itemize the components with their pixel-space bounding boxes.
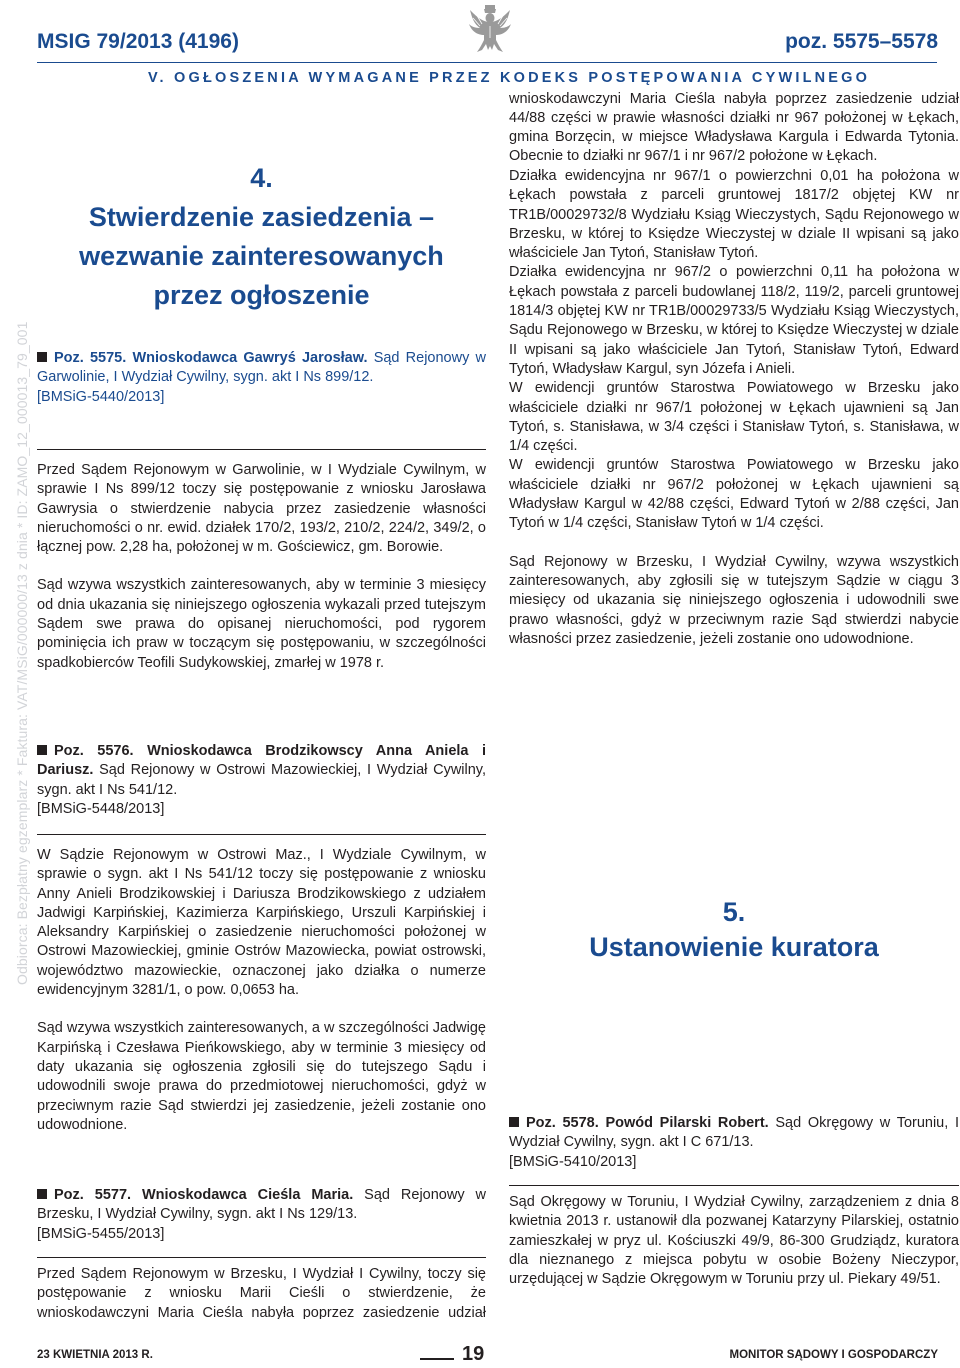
bullet-icon xyxy=(37,745,47,755)
entry-divider xyxy=(509,1185,959,1186)
section-4-title xyxy=(37,198,486,315)
header-divider xyxy=(37,62,937,63)
entry-5577-body-continued xyxy=(509,89,959,649)
entry-5576-body xyxy=(37,846,486,1135)
entry-divider xyxy=(37,1257,486,1258)
entry-5576-court: Sąd Rejonowy w Ostrowi Mazowieckiej, I Wydział Cywilny, sygn. akt I Ns 541/12. xyxy=(37,762,486,798)
section-4-title-line: Stwierdzenie zasiedzenia – xyxy=(88,202,435,232)
entry-5578-title: Poz. 5578. Powód Pilarski Robert. xyxy=(526,1115,769,1131)
bullet-icon xyxy=(37,352,47,362)
entry-5577-paragraph: W ewidencji gruntów Starostwa Powiatowego w Brzesku jako właściciele działki nr 967/1 położonej w Łękach ujawnieni są Jan Tytoń, s. Stanisława, w 3/4 części i Stanisław Tytoń, s. Stanisława, w 1/4 części. xyxy=(509,380,959,455)
bullet-icon xyxy=(509,1117,519,1127)
section-5-number: 5. xyxy=(722,897,746,927)
entry-5577-paragraph: Działka ewidencyjna nr 967/2 o powierzchni 0,11 ha położona w Łękach powstała z parceli budowlanej 118/2, 119/2, parceli gruntowej 1814/3 objętej KW nr TR1B/00029733/5 Wydziału Ksiąg Wieczystych, Sądu Rejonowego w Brzesku, w której to Księdze Wieczystej w dziale II wpisani są jako właściciele Jan Tytoń, Stanisław Tytoń, Edward Tytoń, Władysław Kargul, syn Józefa i Anieli. xyxy=(509,264,959,377)
entry-5575-title: Poz. 5575. Wnioskodawca Gawryś Jarosław. xyxy=(54,350,368,366)
entry-5575-court: Sąd Rejonowy w Garwolinie, I Wydział Cywilny, sygn. akt I Ns 899/12. xyxy=(37,350,486,386)
entry-5577-court: Sąd Rejonowy w Brzesku, I Wydział Cywilny, sygn. akt I Ns 129/13. xyxy=(37,1187,487,1223)
section-4-title-line: wezwanie zainteresowanych xyxy=(79,241,444,271)
entry-5577-paragraph: Działka ewidencyjna nr 967/1 o powierzchni 0,01 ha położona w Łękach powstała z parceli gruntowej 1817/2 objętej KW nr TR1B/00029732/8 Wydziału Ksiąg Wieczystych, Sądu Rejonowego w Brzesku, w której to Księdze Wieczystej w dziale II wpisani są jako właściciele Jan Tytoń, Stanisław Tytoń. xyxy=(509,168,959,262)
entry-divider xyxy=(37,449,486,450)
entry-5577-heading xyxy=(37,1186,486,1244)
entry-5575-paragraph: Sąd wzywa wszystkich zainteresowanych, aby w terminie 3 miesięcy od dnia ukazania się niniejszego ogłoszenia wykazali przed tutejszym Sądem swe prawa do opisanej nieruchomości, pod rygorem pominięcia ich praw w toczącym się postępowaniu, w szczególności spadkobierców Teofili Sudykowskiej, zmarłej w 1978 r. xyxy=(37,577,486,671)
entry-5575-ref: [BMSiG-5440/2013] xyxy=(37,388,165,405)
positions-range: poz. 5575–5578 xyxy=(785,30,938,53)
entry-5577-paragraph: Sąd Rejonowy w Brzesku, I Wydział Cywilny, wzywa wszystkich zainteresowanych, aby zgłosili się w tutejszym Sądzie w ciągu 3 miesięcy od ukazania się niniejszego ogłoszenia i udowodnili swe prawo własności, gdyż w przeciwnym razie Sąd stwierdzi nabycie własności przez zasiedzenie, jeżeli zostanie ono udowodnione. xyxy=(509,553,959,647)
entry-5577-continued-text xyxy=(509,89,959,167)
entry-5578-court: Sąd Okręgowy w Toruniu, I Wydział Cywilny, sygn. akt I C 671/13. xyxy=(509,1115,959,1151)
footer-publication: MONITOR SĄDOWY I GOSPODARCZY xyxy=(729,1349,938,1361)
section-4-number: 4. xyxy=(250,163,273,193)
entry-5577-paragraph: W ewidencji gruntów Starostwa Powiatowego w Brzesku jako właściciele działki nr 967/2 położonej w Łękach ujawnieni są Władysław Kargul w 42/88 części, Edward Tytoń w 2/88 części, Jan Tytoń w 1/4 części, Stanisław Tytoń w 1/4 części. xyxy=(509,457,959,532)
entry-5577-paragraph: wnioskodawczyni Maria Cieśla nabyła poprzez zasiedzenie udział 44/88 części w prawie własności działki nr 967 położonej w Łękach, gmina Borzęcin, w miejsce Władysława Kargula i Edwarda Tytonia. Obecnie to działki nr 967/1 i nr 967/2 położone w Łękach. xyxy=(509,90,959,165)
bullet-icon xyxy=(37,1189,47,1199)
entry-divider xyxy=(37,834,486,835)
entry-5578-heading xyxy=(509,1114,959,1172)
page-number-dash xyxy=(420,1358,454,1360)
entry-5577-paragraph: Przed Sądem Rejonowym w Brzesku, I Wydział I Cywilny, toczy się postępowanie z wniosku Marii Cieśli o stwierdzenie, że wnioskodawczyni Maria Cieśla nabyła poprzez zasiedzenie udział xyxy=(37,1266,486,1319)
footer-date: 23 KWIETNIA 2013 R. xyxy=(37,1349,153,1361)
entry-5577-body-start xyxy=(37,1265,486,1319)
entry-5576-paragraph: Sąd wzywa wszystkich zainteresowanych, a w szczególności Jadwigę Karpińską i Czesława Pieńkowskiego, aby w terminie 3 miesięcy od daty ukazania się ogłoszenia zgłosili się do tutejszego Sądu i udowodnili swoje prawa do przedmiotowej nieruchomości, gdyż w przeciwnym razie Sąd stwierdzi jej zasiedzenie, jeżeli zostanie ono udowodnione. xyxy=(37,1020,486,1133)
entry-5575-body xyxy=(37,461,486,673)
entry-5576-heading xyxy=(37,742,486,819)
entry-5578-ref: [BMSiG-5410/2013] xyxy=(509,1153,637,1170)
section-title: V. OGŁOSZENIA WYMAGANE PRZEZ KODEKS POSTĘPOWANIA CYWILNEGO xyxy=(148,70,871,86)
entry-5578-body xyxy=(509,1193,959,1289)
entry-5577-ref: [BMSiG-5455/2013] xyxy=(37,1225,165,1242)
section-4-title-line: przez ogłoszenie xyxy=(153,280,370,310)
entry-5575-heading xyxy=(37,349,486,407)
entry-5575-paragraph: Przed Sądem Rejonowym w Garwolinie, w I Wydziale Cywilnym, w sprawie I Ns 899/12 toczy się postępowanie z wniosku Jarosława Gawrysia o stwierdzenie nabycia przez zasiedzenie własności nieruchomości o nr. ewid. działek 170/2, 193/2, 210/2, 224/2, 349/2, o łącznej pow. 2,28 ha, położonej w m. Gościewicz, gm. Borowie. xyxy=(37,462,486,556)
entry-5576-title: Poz. 5576. Wnioskodawca Brodzikowscy Anna Aniela i Dariusz. xyxy=(37,743,486,779)
polish-eagle-emblem-icon xyxy=(468,4,512,56)
entry-5578-paragraph: Sąd Okręgowy w Toruniu, I Wydział Cywilny, zarządzeniem z dnia 8 kwietnia 2013 r. ustanowił dla pozwanej Katarzyny Pilarskiej, ostatnio zamieszkałej w pryz ul. Kościuszki 49/9, 86-300 Grudziądz, kuratora dla nieznanego z miejsca pobytu w osobie Bożeny Nieczypor, urzędującej w Sądzie Okręgowym w Toruniu przy ul. Piekary 49/51. xyxy=(509,1194,959,1288)
entry-5576-paragraph: W Sądzie Rejonowym w Ostrowi Maz., I Wydziale Cywilnym, w sprawie o sygn. akt I Ns 541/12 toczy się postępowanie z wniosku Anny Anieli Brodzikowskiej i Dariusza Brodzikowskiego z udziałem Jadwigi Karpińskiej, Kazimierza Karpińskiego, Urszuli Karpińskiej i Aleksandry Karpińskiej o zasiedzenie nieruchomości położonej w Ostrowi Mazowieckiej, gminie Ostrów Mazowiecka, powiat ostrowski, województwo mazowieckie, oznaczonej jako działka o numerze ewidencyjnym 3281/1, o pow. 0,0653 ha. xyxy=(37,847,486,999)
entry-5577-title: Poz. 5577. Wnioskodawca Cieśla Maria. xyxy=(54,1187,354,1203)
page-number: 19 xyxy=(462,1343,485,1365)
recipient-watermark: Odbiorca: Bezpłatny egzemplarz * Faktura: VAT/MSiG/000000/13 z dnia * ID: ZAMO_12_000013_79_001 xyxy=(14,321,30,985)
section-5-title: Ustanowienie kuratora xyxy=(589,932,879,962)
journal-issue: MSIG 79/2013 (4196) xyxy=(37,30,239,53)
entry-5576-ref: [BMSiG-5448/2013] xyxy=(37,800,165,817)
